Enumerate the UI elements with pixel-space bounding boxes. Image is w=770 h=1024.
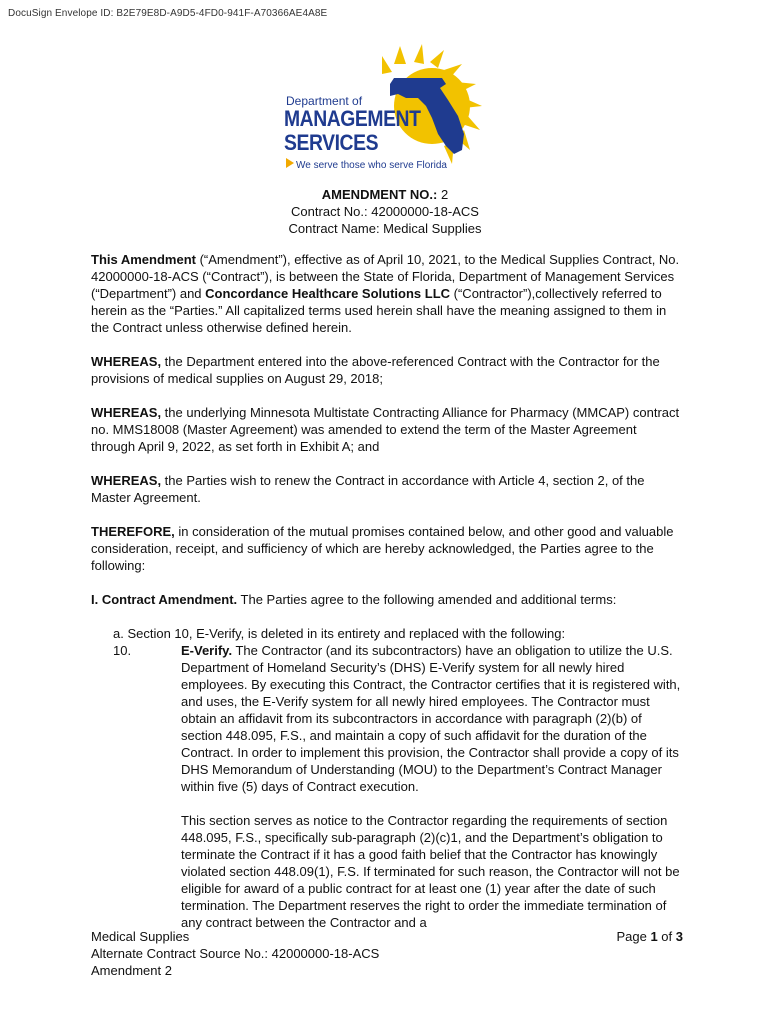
document-body [91,251,683,931]
section-contract-amendment: I. Contract Amendment. The Parties agree to the following amended and additional terms: [91,592,617,607]
document-title-block [0,186,770,237]
everify-paragraph-1: E-Verify. The Contractor (and its subcontractors) have an obligation to utilize the U.S. Department of Homeland Security’s (DHS) E-Verify system for all newly hired employees. By executing this Contract, the Contractor certifies that it is registered with, and uses, the E-Verify system for all newly hired employees. The Contractor must obtain an affidavit from its subcontractors in accordance with paragraph (2)(b) of section 448.095, F.S., and maintain a copy of such affidavit for the duration of the Contract. In order to implement this provision, the Contractor shall provide a copy of its DHS Memorandum of Understanding (MOU) to the Department’s Contract Manager within five (5) days of Contract execution. [181,643,681,794]
contract-name: Contract Name: Medical Supplies [288,221,482,236]
intro-paragraph: This Amendment (“Amendment”), effective as of April 10, 2021, to the Medical Supplies Contract, No. 42000000-18-ACS (“Contract”), is between the State of Florida, Department of Management Services (“Department”) and Concordance Healthcare Solutions LLC (“Contractor”),collectively referred to herein as the “Parties.” All capitalized terms used herein shall have the meaning assigned to them in the Contract unless otherwise defined herein. [91,252,680,335]
amendment-number: AMENDMENT NO.: 2 [321,187,449,202]
footer-line-1: Medical Supplies [91,929,190,944]
contract-number: Contract No.: 42000000-18-ACS [291,204,479,219]
logo-services-text: SERVICES [284,130,379,155]
whereas-paragraph-1: WHEREAS, the Department entered into the above-referenced Contract with the Contractor for the provisions of medical supplies on August 29, 2018; [91,354,660,386]
dms-logo [282,42,496,176]
logo-tagline: We serve those who serve Florida [296,160,447,171]
logo-management-text: MANAGEMENT [284,106,421,131]
therefore-paragraph: THEREFORE, in consideration of the mutual promises contained below, and other good and valuable consideration, receipt, and sufficiency of which are hereby acknowledged, the Parties agree to the following: [91,524,674,573]
everify-paragraph-2: This section serves as notice to the Contractor regarding the requirements of section 448.095, F.S., specifically sub-paragraph (2)(c)1, and the Department’s obligation to terminate the Contract if it has a good faith belief that the Contractor has knowingly violated section 448.09(1), F.S. If terminated for such reason, the Contractor will not be eligible for award of a public contract for at least one (1) year after the date of such termination. The Department reserves the right to order the immediate termination of any contract between the Contractor and a [181,813,680,930]
section-number: 10. [113,643,132,658]
footer-line-2: Alternate Contract Source No.: 42000000-18-ACS [91,946,380,961]
everify-heading-line [91,642,683,659]
footer-line-3: Amendment 2 [91,963,172,978]
logo-department-text: Department of [286,94,363,108]
amendment-item-a: a. Section 10, E-Verify, is deleted in its entirety and replaced with the following: [113,626,566,641]
page-number: Page 1 of 3 [616,929,683,944]
whereas-paragraph-3: WHEREAS, the Parties wish to renew the Contract in accordance with Article 4, section 2, of the Master Agreement. [91,473,645,505]
page-footer [91,928,683,979]
whereas-paragraph-2: WHEREAS, the underlying Minnesota Multistate Contracting Alliance for Pharmacy (MMCAP) contract no. MMS18008 (Master Agreement) was amended to extend the term of the Master Agreement through April 9, 2022, as set forth in Exhibit A; and [91,405,680,454]
docusign-envelope-id: DocuSign Envelope ID: B2E79E8D-A9D5-4FD0-941F-A70366AE4A8E [8,8,328,19]
